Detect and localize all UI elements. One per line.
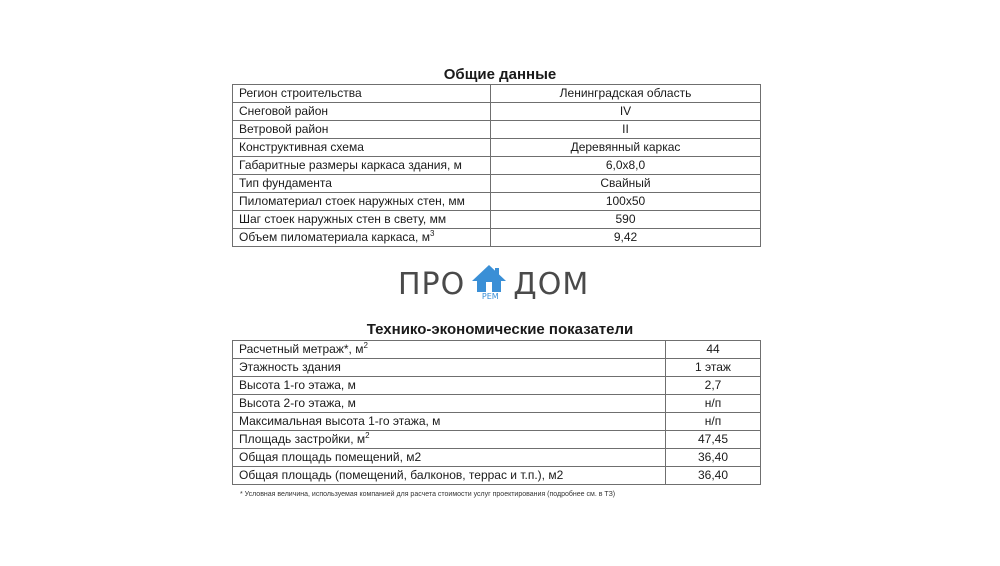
row-label: Высота 2-го этажа, м — [233, 395, 666, 413]
row-label: Снеговой район — [233, 103, 491, 121]
row-label-text: Расчетный метраж*, м — [239, 342, 364, 356]
general-data-title: Общие данные — [443, 66, 557, 83]
row-label — [233, 229, 491, 247]
row-label: Пиломатериал стоек наружных стен, мм — [233, 193, 491, 211]
table-row — [233, 377, 761, 395]
tech-indicators-table — [232, 340, 761, 485]
row-value: н/п — [666, 413, 761, 431]
row-value: Свайный — [491, 175, 761, 193]
table-row — [233, 395, 761, 413]
table-row — [233, 175, 761, 193]
row-value: IV — [491, 103, 761, 121]
row-label: Габаритные размеры каркаса здания, м — [233, 157, 491, 175]
row-label: Общая площадь (помещений, балконов, террас и т.п.), м2 — [233, 467, 666, 485]
general-data-table — [232, 84, 761, 247]
tech-indicators-title: Технико-экономические показатели — [366, 321, 634, 338]
row-label: Конструктивная схема — [233, 139, 491, 157]
table-row — [233, 121, 761, 139]
table-row — [233, 103, 761, 121]
row-value: 2,7 — [666, 377, 761, 395]
row-label: Общая площадь помещений, м2 — [233, 449, 666, 467]
row-label: Шаг стоек наружных стен в свету, мм — [233, 211, 491, 229]
row-label: Максимальная высота 1-го этажа, м — [233, 413, 666, 431]
house-icon — [469, 262, 509, 306]
table-row — [233, 431, 761, 449]
unit-superscript: 3 — [429, 229, 435, 238]
table-row — [233, 359, 761, 377]
table-row — [233, 211, 761, 229]
row-label: Ветровой район — [233, 121, 491, 139]
row-value: 590 — [491, 211, 761, 229]
row-value: Деревянный каркас — [491, 139, 761, 157]
row-value: н/п — [666, 395, 761, 413]
table-row — [233, 193, 761, 211]
logo-text-right: ДОМ — [513, 266, 590, 302]
row-value: 100х50 — [491, 193, 761, 211]
row-value: 47,45 — [666, 431, 761, 449]
row-value: 9,42 — [491, 229, 761, 247]
unit-superscript: 2 — [365, 431, 370, 440]
table-row — [233, 139, 761, 157]
table-row — [233, 467, 761, 485]
row-label-text: Объем пиломатериала каркаса, м — [239, 230, 430, 244]
row-label: Тип фундамента — [233, 175, 491, 193]
row-value: 36,40 — [666, 467, 761, 485]
row-value: II — [491, 121, 761, 139]
pro-rem-dom-logo — [398, 262, 589, 306]
table-row — [233, 85, 761, 103]
row-label: Высота 1-го этажа, м — [233, 377, 666, 395]
table-row — [233, 341, 761, 359]
table-row — [233, 449, 761, 467]
row-label: Регион строительства — [233, 85, 491, 103]
row-value: 44 — [666, 341, 761, 359]
row-label: Этажность здания — [233, 359, 666, 377]
row-value: Ленинградская область — [491, 85, 761, 103]
row-value: 6,0х8,0 — [491, 157, 761, 175]
row-label — [233, 431, 666, 449]
logo-text-left: ПРО — [398, 266, 466, 302]
row-label — [233, 341, 666, 359]
table-row — [233, 157, 761, 175]
footnote: * Условная величина, используемая компанией для расчета стоимости услуг проектирования (подробнее см. в ТЗ) — [240, 491, 616, 498]
table-row — [233, 413, 761, 431]
row-value: 1 этаж — [666, 359, 761, 377]
table-row — [233, 229, 761, 247]
logo-subtext: РЕМ — [481, 292, 499, 301]
row-label-text: Площадь застройки, м — [239, 432, 366, 446]
row-value: 36,40 — [666, 449, 761, 467]
unit-superscript: 2 — [363, 341, 368, 350]
